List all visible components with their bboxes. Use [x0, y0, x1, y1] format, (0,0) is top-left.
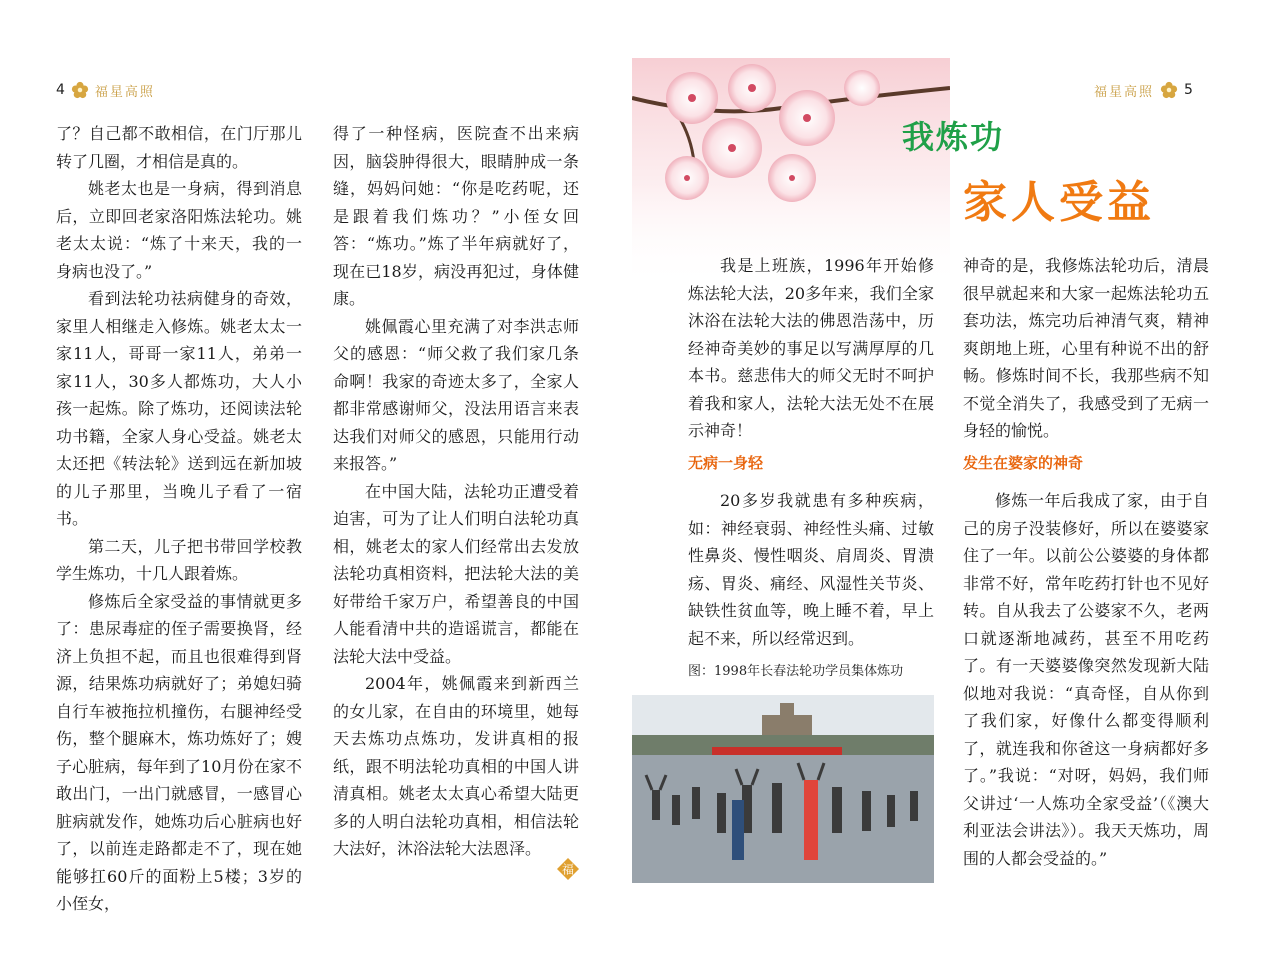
flower-icon	[1160, 81, 1178, 99]
paragraph: 看到法轮功祛病健身的奇效，家里人相继走入修炼。姚老太太一家11人，哥哥一家11人，弟弟一家11人，30多人都炼功，大人小孩一起炼。除了炼功，还阅读法轮功书籍，全家人身心受益。姚老太太还把《转法轮》送到远在新加坡的儿子那里，当晚儿子看了一宿书。	[56, 289, 302, 528]
right-column-2-top	[963, 252, 1209, 445]
section-heading: 发生在婆家的神奇	[963, 454, 1084, 472]
left-page-header	[56, 80, 155, 100]
paragraph: 20多岁我就患有多种疾病，如：神经衰弱、神经性头痛、过敏性鼻炎、慢性咽炎、肩周炎、胃溃疡、胃炎、痛经、风湿性关节炎、缺铁性贫血等，晚上睡不着，早上起不来，所以经常迟到。	[688, 491, 934, 648]
left-running-header: 福星高照	[94, 84, 155, 100]
paragraph: 2004年，姚佩霞来到新西兰的女儿家，在自由的环境里，她每天去炼功点炼功，发讲真相的报纸，跟不明法轮功真相的中国人讲清真相。姚老太太真心希望大陆更多的人明白法轮功真相，相信法轮大法好，沐浴法轮大法恩泽。	[333, 674, 579, 858]
left-column-2	[333, 120, 579, 863]
right-column-1-section	[688, 487, 934, 652]
paragraph: 了？自己都不敢相信，在门厅那儿转了几圈，才相信是真的。	[56, 124, 302, 171]
flower-icon	[71, 81, 89, 99]
left-column-1	[56, 120, 302, 918]
fu-seal-icon	[556, 857, 580, 881]
left-page-number: 4	[56, 82, 65, 98]
article-title-line1: 我炼功	[902, 118, 1005, 156]
right-page-header	[1094, 80, 1193, 100]
paragraph: 得了一种怪病，医院查不出来病因，脑袋肿得很大，眼睛肿成一条缝，妈妈问她：“你是吃药呢，还是跟着我们炼功？”小侄女回答：“炼功。”炼了半年病就好了，现在已18岁，病没再犯过，身体健康。	[333, 124, 579, 308]
photo-caption: 图：1998年长春法轮功学员集体炼功	[688, 664, 904, 679]
group-exercise-photo	[632, 695, 934, 883]
paragraph: 姚佩霞心里充满了对李洪志师父的感恩：“师父救了我们家几条命啊！我家的奇迹太多了，全家人都非常感谢师父，没法用语言来表达我们对师父的感恩，只能用行动来报答。”	[333, 316, 579, 473]
right-page-number: 5	[1184, 82, 1193, 98]
paragraph: 修炼后全家受益的事情就更多了：患尿毒症的侄子需要换肾，经济上负担不起，而且也很难得到肾源，结果炼功病就好了；弟媳妇骑自行车被拖拉机撞伤，右腿神经受伤，整个腿麻木，炼功炼好了；嫂子心脏病，每年到了10月份在家不敢出门，一出门就感冒，一感冒心脏病就发作，她炼功后心脏病也好了，以前连走路都走不了，现在她能够扛60斤的面粉上5楼；3岁的小侄女，	[56, 591, 302, 913]
article-title-line2: 家人受益	[963, 177, 1155, 228]
paragraph: 在中国大陆，法轮功正遭受着迫害，可为了让人们明白法轮功真相，姚老太的家人们经常出去发放法轮功真相资料，把法轮大法的美好带给千家万户，希望善良的中国人能看清中共的造谣谎言，都能在法轮大法中受益。	[333, 481, 579, 666]
paragraph: 我是上班族，1996年开始修炼法轮大法，20多年来，我们全家沐浴在法轮大法的佛恩浩荡中，历经神奇美妙的事足以写满厚厚的几本书。慈悲伟大的师父无时不呵护着我和家人，法轮大法无处不在展示神奇！	[688, 256, 934, 440]
paragraph: 姚老太也是一身病，得到消息后，立即回老家洛阳炼法轮功。姚老太太说：“炼了十来天，我的一身病也没了。”	[56, 179, 302, 281]
paragraph: 第二天，儿子把书带回学校教学生炼功，十几人跟着炼。	[56, 536, 302, 583]
seal-char: 福	[561, 862, 575, 877]
section-heading: 无病一身轻	[688, 454, 764, 472]
right-column-2-section	[963, 487, 1209, 872]
paragraph: 神奇的是，我修炼法轮功后，清晨很早就起来和大家一起炼法轮功五套功法，炼完功后神清气爽，精神爽朗地上班，心里有种说不出的舒畅。修炼时间不长，我那些病不知不觉全消失了，我感受到了无病一身轻的愉悦。	[963, 256, 1209, 440]
right-column-1-intro	[688, 252, 934, 445]
paragraph: 修炼一年后我成了家，由于自己的房子没装修好，所以在婆婆家住了一年。以前公公婆婆的身体都非常不好，常年吃药打针也不见好转。自从我去了公婆家不久，老两口就逐渐地减药，甚至不用吃药了。有一天婆婆像突然发现新大陆似地对我说：“真奇怪，自从你到了我们家，好像什么都变得顺利了，就连我和你爸这一身病都好多了。”我说：“对呀，妈妈，我们师父讲过‘一人炼功全家受益’（《澳大利亚法会讲法》）。我天天炼功，周围的人都会受益的。”	[963, 491, 1209, 868]
right-running-header: 福星高照	[1094, 84, 1155, 100]
